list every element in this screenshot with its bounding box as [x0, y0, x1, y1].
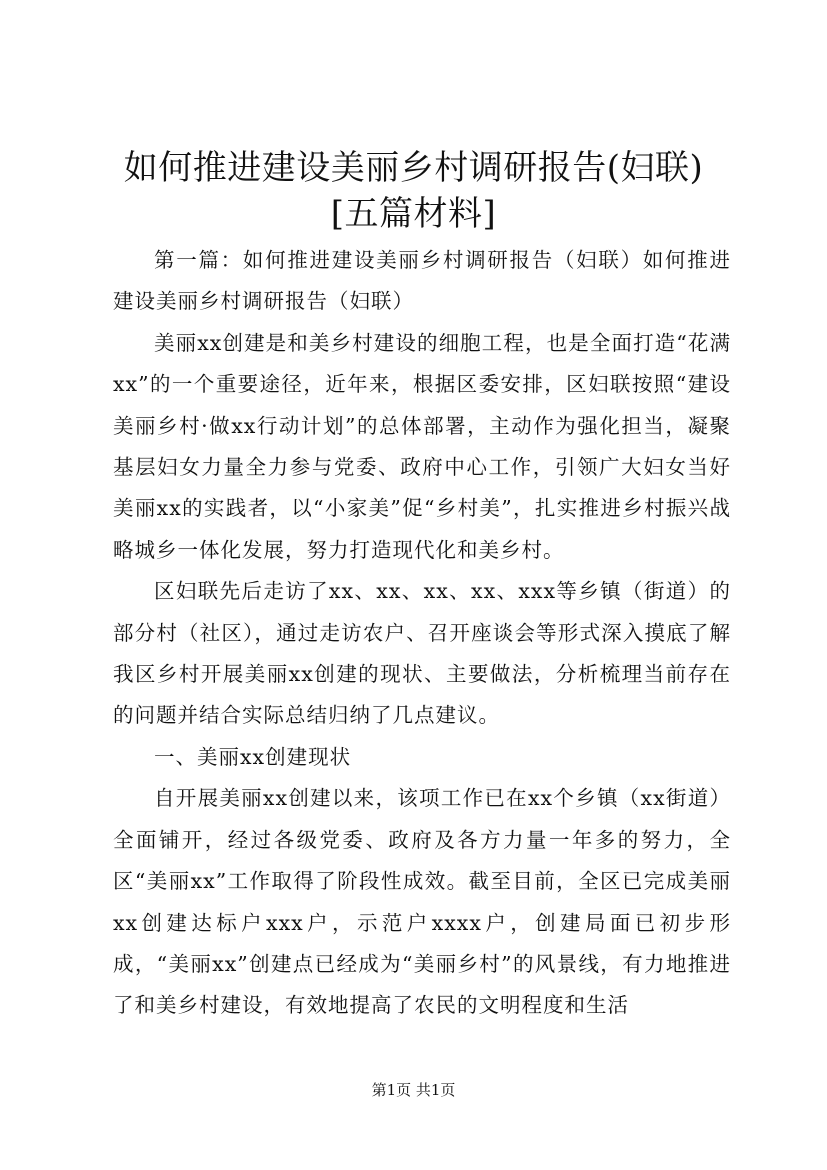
paragraph-status: 自开展美丽xx创建以来，该项工作已在xx个乡镇（xx街道）全面铺开，经过各级党委、政府及各方力量一年多的努力，全区“美丽xx”工作取得了阶段性成效。截至目前，全区已完成美丽xx创建达标户xxx户，示范户xxxx户，创建局面已初步形成，“美丽xx”创建点已经成为“美丽乡村”的风景线，有力地推进了和美乡村建设，有效地提高了农民的文明程度和生活 [113, 786, 731, 1018]
paragraph-intro: 美丽xx创建是和美乡村建设的细胞工程，也是全面打造“花满xx”的一个重要途径，近年来，根据区委安排，区妇联按照“建设美丽乡村·做xx行动计划”的总体部署，主动作为强化担当，凝聚基层妇女力量全力参与党委、政府中心工作，引领广大妇女当好美丽xx的实践者，以“小家美”促“乡村美”，扎实推进乡村振兴战略城乡一体化发展，努力打造现代化和美乡村。 [113, 330, 731, 562]
paragraph-survey: 区妇联先后走访了xx、xx、xx、xx、xxx等乡镇（街道）的部分村（社区），通过走访农户、召开座谈会等形式深入摸底了解我区乡村开展美丽xx创建的现状、主要做法，分析梳理当前存在的问题并结合实际总结归纳了几点建议。 [113, 579, 731, 728]
paragraph-chapter-heading: 第一篇：如何推进建设美丽乡村调研报告（妇联）如何推进建设美丽乡村调研报告（妇联） [113, 248, 731, 314]
document-title: 如何推进建设美丽乡村调研报告(妇联)[五篇材料] [123, 148, 704, 234]
document-body [113, 240, 731, 1027]
section-heading: 一、美丽xx创建现状 [154, 744, 352, 769]
page-footer: 第1页 共1页 [371, 1081, 456, 1099]
